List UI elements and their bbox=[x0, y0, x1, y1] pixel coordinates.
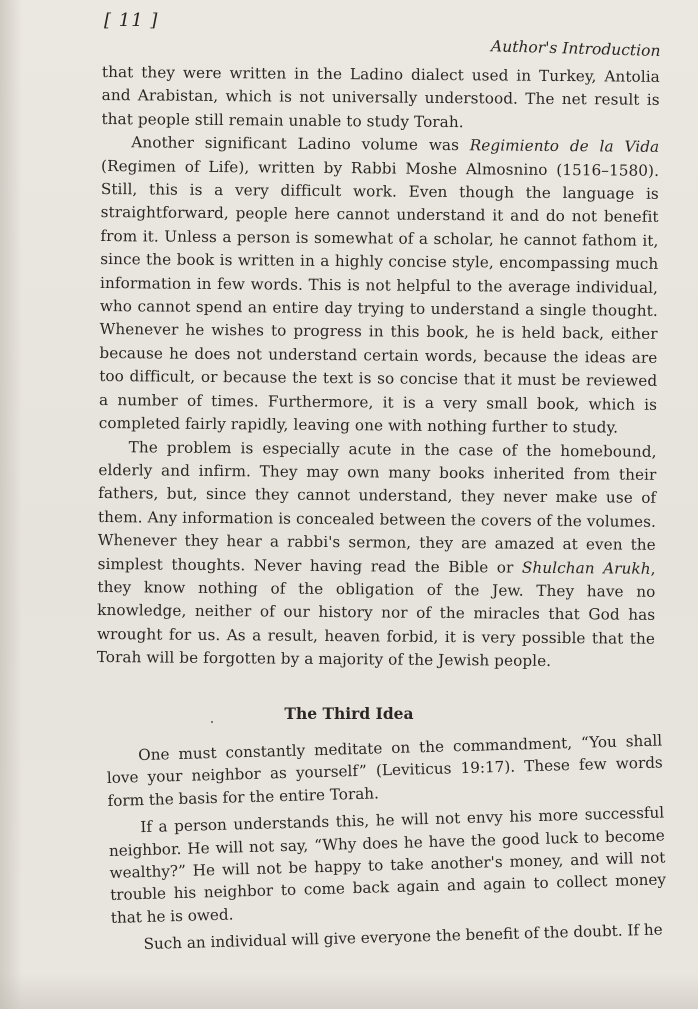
paragraph-3 bbox=[97, 435, 657, 674]
section-paragraph-1: One must constantly meditate on the commandment, “You shall love your neighbor as yourself” (Leviticus 19:17). These few words form the basis for the entire Torah. bbox=[106, 731, 663, 810]
paragraph-2 bbox=[99, 131, 660, 440]
running-head: Author's Introduction bbox=[490, 37, 661, 60]
section-title: The Third Idea bbox=[284, 704, 414, 723]
book-title-regimiento: Regimiento de la Vida bbox=[469, 136, 660, 157]
paragraph-3-start: The problem is especially acute in the case of the homebound, elderly and infirm. They may own many books inherited from their fathers, but, since they cannot understand, they never make use of them. Any information is concealed between the covers of the volumes. Whenever they hear a rabbi's sermon, they are amazed at even the simplest thoughts. Never having read the Bible or bbox=[97, 437, 657, 577]
book-title-shulchan-arukh: Shulchan Arukh bbox=[521, 558, 651, 578]
paragraph-3-rest: , they know nothing of the obligation of the Jew. They have no knowledge, neither of our history nor of the miracles that God has wrought for us. As a result, heaven forbid, it is very possible that the Torah will be forgotten by a majority of the Jewish people. bbox=[96, 559, 656, 671]
paragraph-2-rest: (Regimen of Life), written by Rabbi Moshe Almosnino (1516–1580). Still, this is a very difficult work. Even though the language is straightforward, people here cannot understand it and do not benefit from it. Unless a person is somewhat of a scholar, he cannot fathom it, since the book is written in a highly concise style, encompassing much information in few words. This is not helpful to the average individual, who cannot spend an entire day trying to understand a single thought. Whenever he wishes to progress in this book, he is held back, either because he does not understand certain words, because the ideas are too difficult, or because the text is so concise that it must be reviewed a number of times. Furthermore, it is a very small book, which is completed fairly rapidly, leaving one with nothing further to study. bbox=[98, 156, 660, 437]
paragraph-1: that they were written in the Ladino dialect used in Turkey, Antolia and Arabistan, which is not universally understood. The net result is that people still remain unable to study Torah. bbox=[101, 62, 660, 131]
paragraph-2-start: Another significant Ladino volume was bbox=[131, 133, 470, 155]
page-number: [ 11 ] bbox=[104, 10, 159, 31]
section-text bbox=[106, 729, 668, 961]
main-text bbox=[97, 61, 660, 674]
page-bottom-shadow bbox=[0, 973, 698, 1009]
section-paragraph-2: If a person understands this, he will not envy his more successful neighbor. He will not say, “Why does he have the good luck to become wealthy?” He will not be happy to take another's money, and will not trouble his neighbor to come back again and again to collect money that he is owed. bbox=[108, 803, 667, 927]
page-gutter-shadow bbox=[0, 0, 22, 1009]
section-paragraph-3: Such an individual will give everyone the benefit of the doubt. If he bbox=[143, 920, 663, 954]
